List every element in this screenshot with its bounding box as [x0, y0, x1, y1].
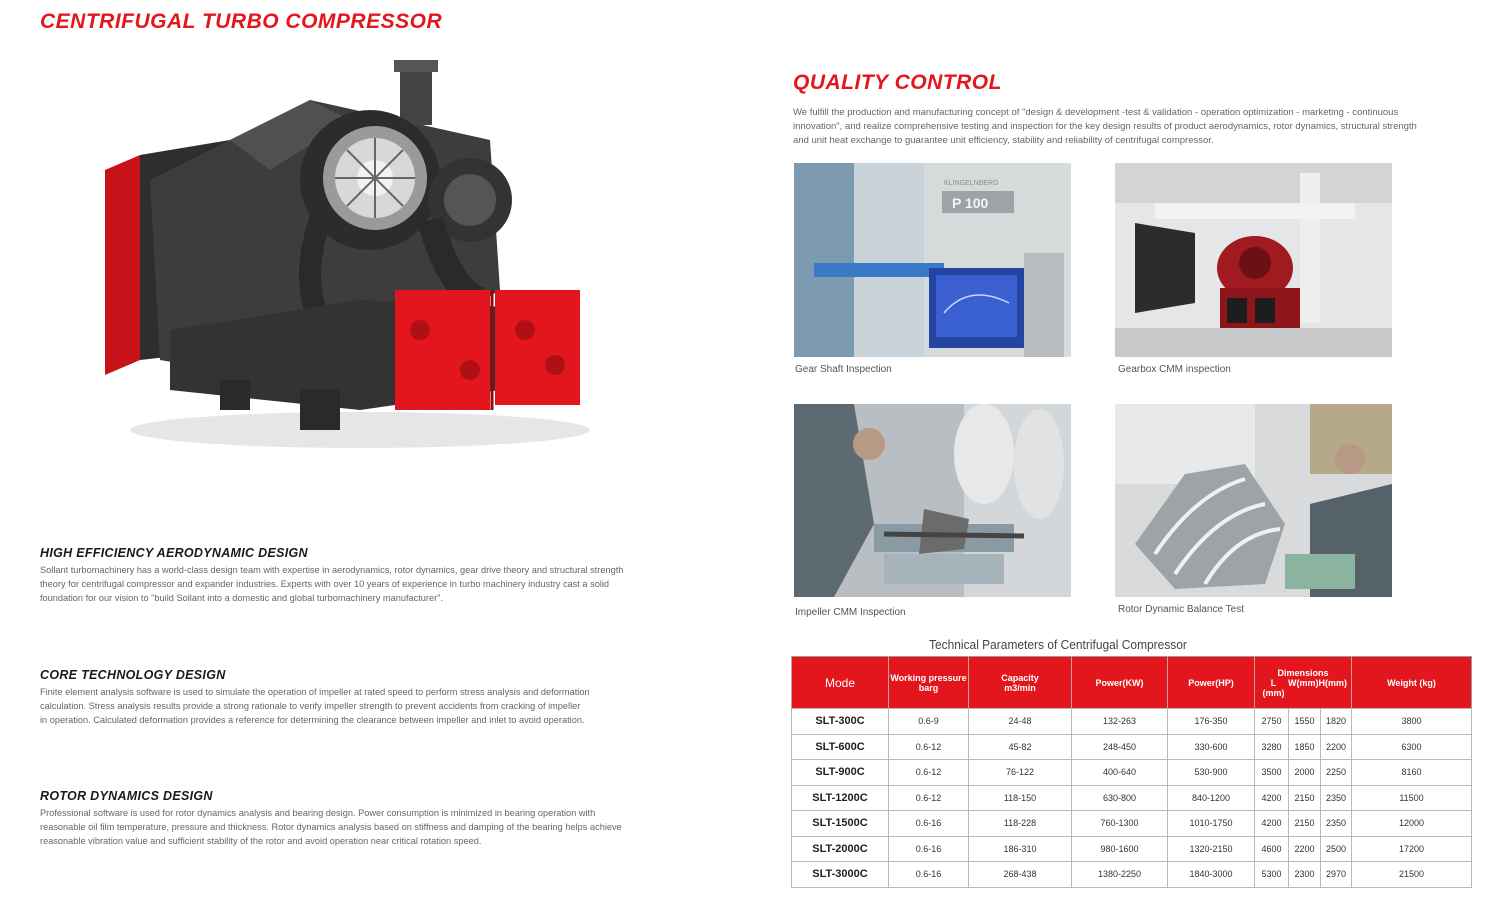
table-cell: 0.6-16 — [889, 811, 969, 837]
table-cell: 21500 — [1352, 862, 1472, 888]
table-cell: 2350 — [1321, 811, 1352, 837]
model-cell: SLT-900C — [792, 760, 889, 786]
section-heading-aerodynamic: HIGH EFFICIENCY AERODYNAMIC DESIGN — [40, 546, 308, 560]
table-cell: 2150 — [1289, 785, 1321, 811]
table-cell: 0.6-16 — [889, 862, 969, 888]
p100-sign: P 100 — [952, 195, 989, 211]
compressor-illustration — [70, 60, 590, 450]
section-body-core-technology — [40, 686, 632, 727]
header-dimensions-label: Dimensions — [1277, 667, 1329, 678]
section-line: reasonable oil film temperature, pressure and thickness. Rotor dynamics analysis based on stiffness and damping of the bearing helps achieve — [40, 821, 622, 833]
header-pressure — [889, 657, 969, 709]
technical-parameters-table — [791, 656, 1472, 888]
table-cell: 2150 — [1289, 811, 1321, 837]
header-dim-w: W(mm) — [1288, 677, 1319, 688]
table-cell: 0.6-16 — [889, 836, 969, 862]
header-capacity-line1: Capacity — [1001, 672, 1039, 683]
table-cell: 8160 — [1352, 760, 1472, 786]
model-cell: SLT-300C — [792, 709, 889, 735]
table-cell: 2250 — [1321, 760, 1352, 786]
table-cell: 1550 — [1289, 709, 1321, 735]
table-row — [792, 836, 1472, 862]
section-heading-core-technology: CORE TECHNOLOGY DESIGN — [40, 668, 226, 682]
section-heading-rotor-dynamics: ROTOR DYNAMICS DESIGN — [40, 789, 213, 803]
caption-gearbox-cmm: Gearbox CMM inspection — [1118, 364, 1231, 375]
caption-gear-shaft: Gear Shaft Inspection — [795, 364, 892, 375]
quality-control-title: QUALITY CONTROL — [793, 71, 1002, 94]
table-title: Technical Parameters of Centrifugal Compressor — [929, 637, 1187, 652]
table-row — [792, 734, 1472, 760]
table-cell: 3800 — [1352, 709, 1472, 735]
table-cell: 132-263 — [1072, 709, 1168, 735]
table-cell: 4200 — [1255, 785, 1289, 811]
table-cell: 176-350 — [1168, 709, 1255, 735]
qc-line: We fulfill the production and manufacturing concept of "design & development -test & validation - operation optimization - marketing - continuous — [793, 107, 1399, 118]
section-line: Professional software is used for rotor dynamics analysis and bearing design. Power consumption is minimized in bearing operation with — [40, 808, 596, 819]
table-cell: 630-800 — [1072, 785, 1168, 811]
table-cell: 980-1600 — [1072, 836, 1168, 862]
caption-impeller-cmm: Impeller CMM Inspection — [795, 607, 906, 618]
photo-rotor-balance-test — [1115, 404, 1392, 597]
header-pressure-line1: Working pressure — [890, 672, 967, 683]
header-power-hp: Power(HP) — [1168, 657, 1255, 709]
section-line: calculation. Stress analysis results provide a strong rationale to verify impeller strength to prevent accidents from cracking of impeller — [40, 700, 581, 712]
table-cell: 0.6-12 — [889, 734, 969, 760]
table-row — [792, 811, 1472, 837]
photo-gear-shaft-inspection — [794, 163, 1071, 357]
table-cell: 1840-3000 — [1168, 862, 1255, 888]
table-cell: 248-450 — [1072, 734, 1168, 760]
table-cell: 2000 — [1289, 760, 1321, 786]
model-cell: SLT-1200C — [792, 785, 889, 811]
table-cell: 2500 — [1321, 836, 1352, 862]
model-cell: SLT-600C — [792, 734, 889, 760]
photo-gearbox-cmm — [1115, 163, 1392, 357]
table-cell: 118-228 — [969, 811, 1072, 837]
klingelnberg-sign: KLINGELNBERG — [944, 180, 999, 187]
table-cell: 2300 — [1289, 862, 1321, 888]
table-cell: 330-600 — [1168, 734, 1255, 760]
model-cell: SLT-1500C — [792, 811, 889, 837]
table-cell: 186-310 — [969, 836, 1072, 862]
table-cell: 3500 — [1255, 760, 1289, 786]
table-cell: 24-48 — [969, 709, 1072, 735]
table-cell: 530-900 — [1168, 760, 1255, 786]
table-cell: 11500 — [1352, 785, 1472, 811]
table-cell: 2200 — [1321, 734, 1352, 760]
table-cell: 17200 — [1352, 836, 1472, 862]
quality-control-body — [793, 106, 1433, 148]
header-power-kw: Power(KW) — [1072, 657, 1168, 709]
table-cell: 5300 — [1255, 862, 1289, 888]
model-cell: SLT-2000C — [792, 836, 889, 862]
table-row — [792, 785, 1472, 811]
table-cell: 0.6-9 — [889, 709, 969, 735]
header-dim-h: H(mm) — [1318, 677, 1348, 688]
table-cell: 12000 — [1352, 811, 1472, 837]
table-cell: 2750 — [1255, 709, 1289, 735]
table-cell: 1010-1750 — [1168, 811, 1255, 837]
table-row — [792, 760, 1472, 786]
table-cell: 840-1200 — [1168, 785, 1255, 811]
qc-line: and unit heat exchange to guarantee unit efficiency, stability and reliability of centrifugal compressor. — [793, 135, 1214, 146]
table-header-row — [792, 657, 1472, 709]
table-cell: 1850 — [1289, 734, 1321, 760]
caption-rotor-balance: Rotor Dynamic Balance Test — [1118, 604, 1244, 615]
table-cell: 0.6-12 — [889, 760, 969, 786]
header-mode: Mode — [792, 657, 889, 709]
table-cell: 268-438 — [969, 862, 1072, 888]
header-dimensions — [1255, 657, 1352, 709]
section-line: Finite element analysis software is used to simulate the operation of impeller at rated speed to perform stress analysis and deformation — [40, 687, 590, 698]
section-line: in operation. Calculated deformation provides a reference for determining the clearance between impeller and inlet to avoid operation. — [40, 714, 585, 726]
header-capacity-line2: m3/min — [1004, 682, 1036, 693]
table-cell: 1320-2150 — [1168, 836, 1255, 862]
page-title: CENTRIFUGAL TURBO COMPRESSOR — [40, 10, 443, 33]
qc-line: innovation", and realize comprehensive testing and inspection for the key design results of product aerodynamics, rotor dynamics, structural strength — [793, 121, 1417, 132]
model-cell: SLT-3000C — [792, 862, 889, 888]
table-cell: 4600 — [1255, 836, 1289, 862]
table-cell: 6300 — [1352, 734, 1472, 760]
header-dim-l: L (mm) — [1262, 677, 1285, 698]
table-cell: 45-82 — [969, 734, 1072, 760]
table-cell: 0.6-12 — [889, 785, 969, 811]
section-body-aerodynamic — [40, 564, 632, 605]
header-capacity — [969, 657, 1072, 709]
table-cell: 4200 — [1255, 811, 1289, 837]
table-cell: 2350 — [1321, 785, 1352, 811]
header-pressure-line2: barg — [918, 682, 939, 693]
table-cell: 2200 — [1289, 836, 1321, 862]
table-cell: 2970 — [1321, 862, 1352, 888]
section-line: theory for centrifugal compressor and expander industries. Experts with over 10 years of experience in turbo machinery industry cast a solid — [40, 578, 610, 590]
table-cell: 118-150 — [969, 785, 1072, 811]
table-cell: 76-122 — [969, 760, 1072, 786]
table-cell: 3280 — [1255, 734, 1289, 760]
section-line: foundation for our vision to "build Sollant into a domestic and global turbomachinery manufacturer". — [40, 592, 444, 604]
header-weight: Weight (kg) — [1352, 657, 1472, 709]
table-row — [792, 862, 1472, 888]
table-cell: 1820 — [1321, 709, 1352, 735]
section-body-rotor-dynamics — [40, 807, 632, 848]
table-row — [792, 709, 1472, 735]
section-line: reasonable vibration value and sufficient stability of the rotor and avoid operation near critical rotation speed. — [40, 835, 482, 847]
photo-impeller-cmm — [794, 404, 1071, 597]
section-line: Sollant turbomachinery has a world-class design team with expertise in aerodynamics, rotor dynamics, gear drive theory and structural strength — [40, 565, 624, 576]
table-cell: 1380-2250 — [1072, 862, 1168, 888]
table-cell: 760-1300 — [1072, 811, 1168, 837]
table-cell: 400-640 — [1072, 760, 1168, 786]
